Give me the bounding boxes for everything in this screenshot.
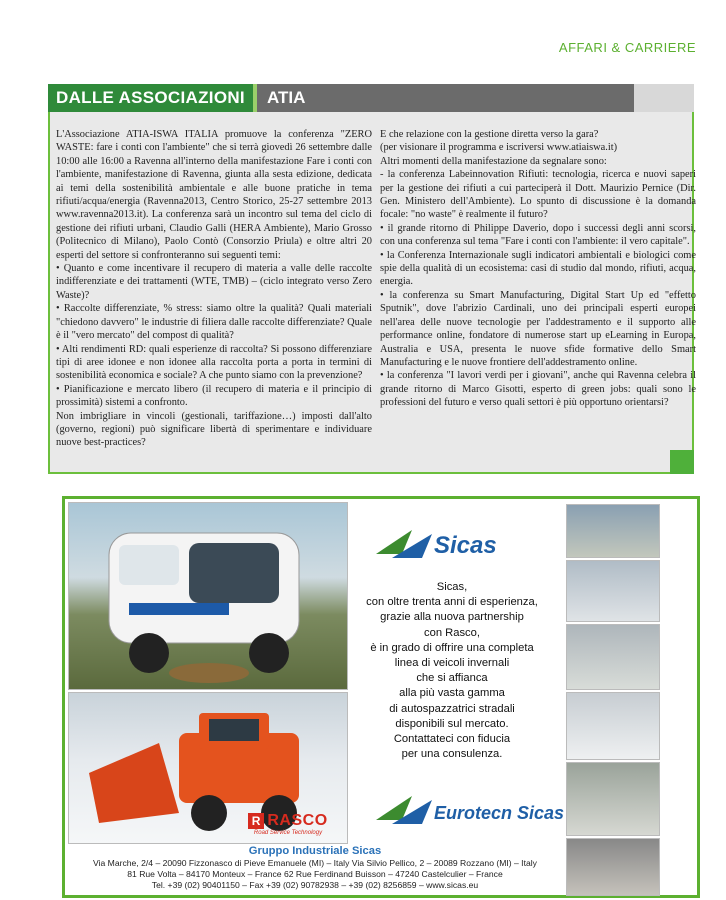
compact-sweeper-thumbnail	[566, 762, 660, 836]
paragraph: • Raccolte differenziate, % stress: siamo oltre la qualità? Quali materiali "chiedono davvero" le industrie di filiera dalle raccolte differenziate? Quale è il "vero mercato" del compost di qualità?	[56, 303, 372, 342]
rasco-logo	[236, 806, 340, 842]
advertisement-text	[352, 580, 552, 762]
paragraph: • la Conferenza Internazionale sugli indicatori ambientali e biologici come spie della qualità di un ecosistema: casi di studio dal mondo, rifiuti, acqua, energia.	[380, 249, 696, 288]
article-column-left	[56, 128, 372, 450]
eurotecn-sicas-logo-text: Eurotecn Sicas	[434, 803, 565, 823]
sicas-logo-mark	[372, 524, 538, 564]
paragraph: L'Associazione ATIA-ISWA ITALIA promuove la conferenza "ZERO WASTE: fare i conti con l'ambiente" che si terrà giovedì 26 settembre dalle 10:00 alle 16:00 a Ravenna all'interno della manifestazione Fare i conti con l'ambiente, manifestazione di Ravenna, giunta alla sesta edizione, dedicata ai temi della sostenibilità ambientale e alle buone pratiche in tema rifiuti/acqua/energia (Ravenna2013, Centro Storico, 25-27 settembre 2013 www.ravenna2013.it). La conferenza sarà un incontro sul tema del ciclo di gestione dei rifiuti urbani, Claudio Galli (HERA Ambiente), Mario Grosso (Politecnico di Milano), Paolo Contò (Consorzio Priula) e oltre altri 20 esperti del settore si confronteranno sui seguenti temi:	[56, 129, 372, 261]
ad-line: disponibili sul mercato.	[395, 717, 509, 730]
paragraph: Altri momenti della manifestazione da segnalare sono:	[380, 155, 607, 167]
street-sweeper-illustration	[69, 503, 347, 689]
paragraph: • la conferenza "I lavori verdi per i giovani", anche qui Ravenna celebra il grande ritorno di Marco Gisotti, esperto di green jobs: quali sono le professioni del futuro e verso quali settori è più opportuno orientarsi?	[380, 370, 696, 409]
machine-thumbnail	[566, 838, 660, 896]
ad-line: alla più vasta gamma	[399, 687, 505, 700]
paragraph: • Pianificazione e mercato libero (il recupero di materia e il principio di prossimità) sistemi a confronto.	[56, 383, 372, 409]
sweeper-photo	[68, 502, 348, 690]
rasco-wordmark	[248, 812, 327, 830]
ad-footer	[68, 844, 562, 891]
paragraph: • Quanto e come incentivare il recupero di materia a valle delle raccolte indifferenziate e dei trattamenti (WTE, TMB) – (ciclo integrato verso Zero Waste)?	[56, 263, 372, 301]
title-bar-end	[634, 84, 694, 112]
paragraph: • Alti rendimenti RD: quali esperienze di raccolta? Si possono differenziare tipi di aree idonee e non idonee alla raccolta porta a porta in termini di sostenibilità economica e sociale? A che punto siamo con la prevenzione?	[56, 343, 372, 382]
ad-line: per una consulenza.	[401, 748, 503, 761]
sicas-logo-text: Sicas	[434, 532, 497, 559]
article-title: DALLE ASSOCIAZIONI	[48, 84, 253, 112]
ad-line: Sicas,	[436, 581, 468, 593]
paragraph: E che relazione con la gestione diretta verso la gara?	[380, 129, 599, 140]
ad-line: con Rasco,	[424, 626, 480, 639]
vehicle-thumbnail	[566, 624, 660, 690]
rasco-tagline: Road Service Technology	[253, 830, 323, 836]
paragraph: Non imbrigliare in vincoli (gestionali, tariffazione…) imposti dall'alto (governo, regioni) può significare libertà di sperimentare e individuare nuove best-practices?	[56, 410, 372, 449]
article-column-right	[380, 128, 696, 410]
ad-line: grazie alla nuova partnership	[380, 611, 524, 624]
address-line: Via Marche, 2/4 – 20090 Fizzonasco di Pieve Emanuele (MI) – Italy Via Silvio Pellico, 2 – 20089 Rozzano (MI) – Italy	[93, 858, 537, 868]
article-title-bar	[48, 84, 634, 112]
paragraph: • il grande ritorno di Philippe Daverio, dopo i successi degli anni scorsi, con una conferenza sul tema "Fare i conti con l'ambiente: il vero capitale".	[380, 222, 696, 248]
sicas-logo	[372, 524, 538, 564]
ad-line: è in grado di offrire una completa	[370, 641, 534, 654]
paragraph: (per visionare il programma e iscriversi www.atiaiswa.it)	[380, 142, 618, 154]
rasco-name: RASCO	[267, 812, 328, 829]
sweeper-thumbnail	[566, 560, 660, 622]
eurotecn-sicas-logo-mark	[372, 790, 565, 830]
contact-line: Tel. +39 (02) 90401150 – Fax +39 (02) 90782938 – +39 (02) 8256859 – www.sicas.eu	[151, 880, 479, 890]
truck-thumbnail	[566, 504, 660, 558]
address-line: 81 Rue Volta – 84170 Monteux – France 62 Rue Ferdinand Buisson – 47240 Castelculier – France	[127, 869, 503, 879]
company-name: Gruppo Industriale Sicas	[248, 845, 382, 857]
paragraph: • la conferenza su Smart Manufacturing, Digital Start Up ed "effetto Sputnik", dove l'abrizio Cardinali, uno dei principali esperti europei nell'area delle nuove tecnologie per l'addestramento e il supporto alle performance online, fondatore di numerose start up eLearning in Europa, Australia e USA, presenta le nuove sfide formative dello Smart Manufacturing e le nuove frontiere dell'addestramento online.	[380, 289, 696, 368]
ad-line: di autospazzatrici stradali	[389, 702, 515, 715]
corner-accent	[670, 450, 694, 474]
van-thumbnail	[566, 692, 660, 760]
ad-line: che si affianca	[416, 672, 488, 685]
eurotecn-sicas-logo	[372, 790, 565, 830]
rasco-icon: R	[248, 813, 264, 829]
ad-line: Contattateci con fiducia	[393, 733, 511, 746]
ad-line: linea di veicoli invernali	[394, 657, 510, 670]
article-subtitle: ATIA	[257, 84, 634, 112]
paragraph: - la conferenza Labeinnovation Rifiuti: tecnologia, ricerca e nuovi saperi per la gestione dei rifiuti a cui parteciperà il Dott. Maurizio Pernice (Dir. Gen. Ministero dell'Ambiente). Lo spunto di discussione è la domanda focale: "no waste" è realmente il futuro?	[380, 169, 696, 221]
section-label: AFFARI & CARRIERE	[558, 40, 696, 55]
ad-line: con oltre trenta anni di esperienza,	[366, 596, 538, 609]
